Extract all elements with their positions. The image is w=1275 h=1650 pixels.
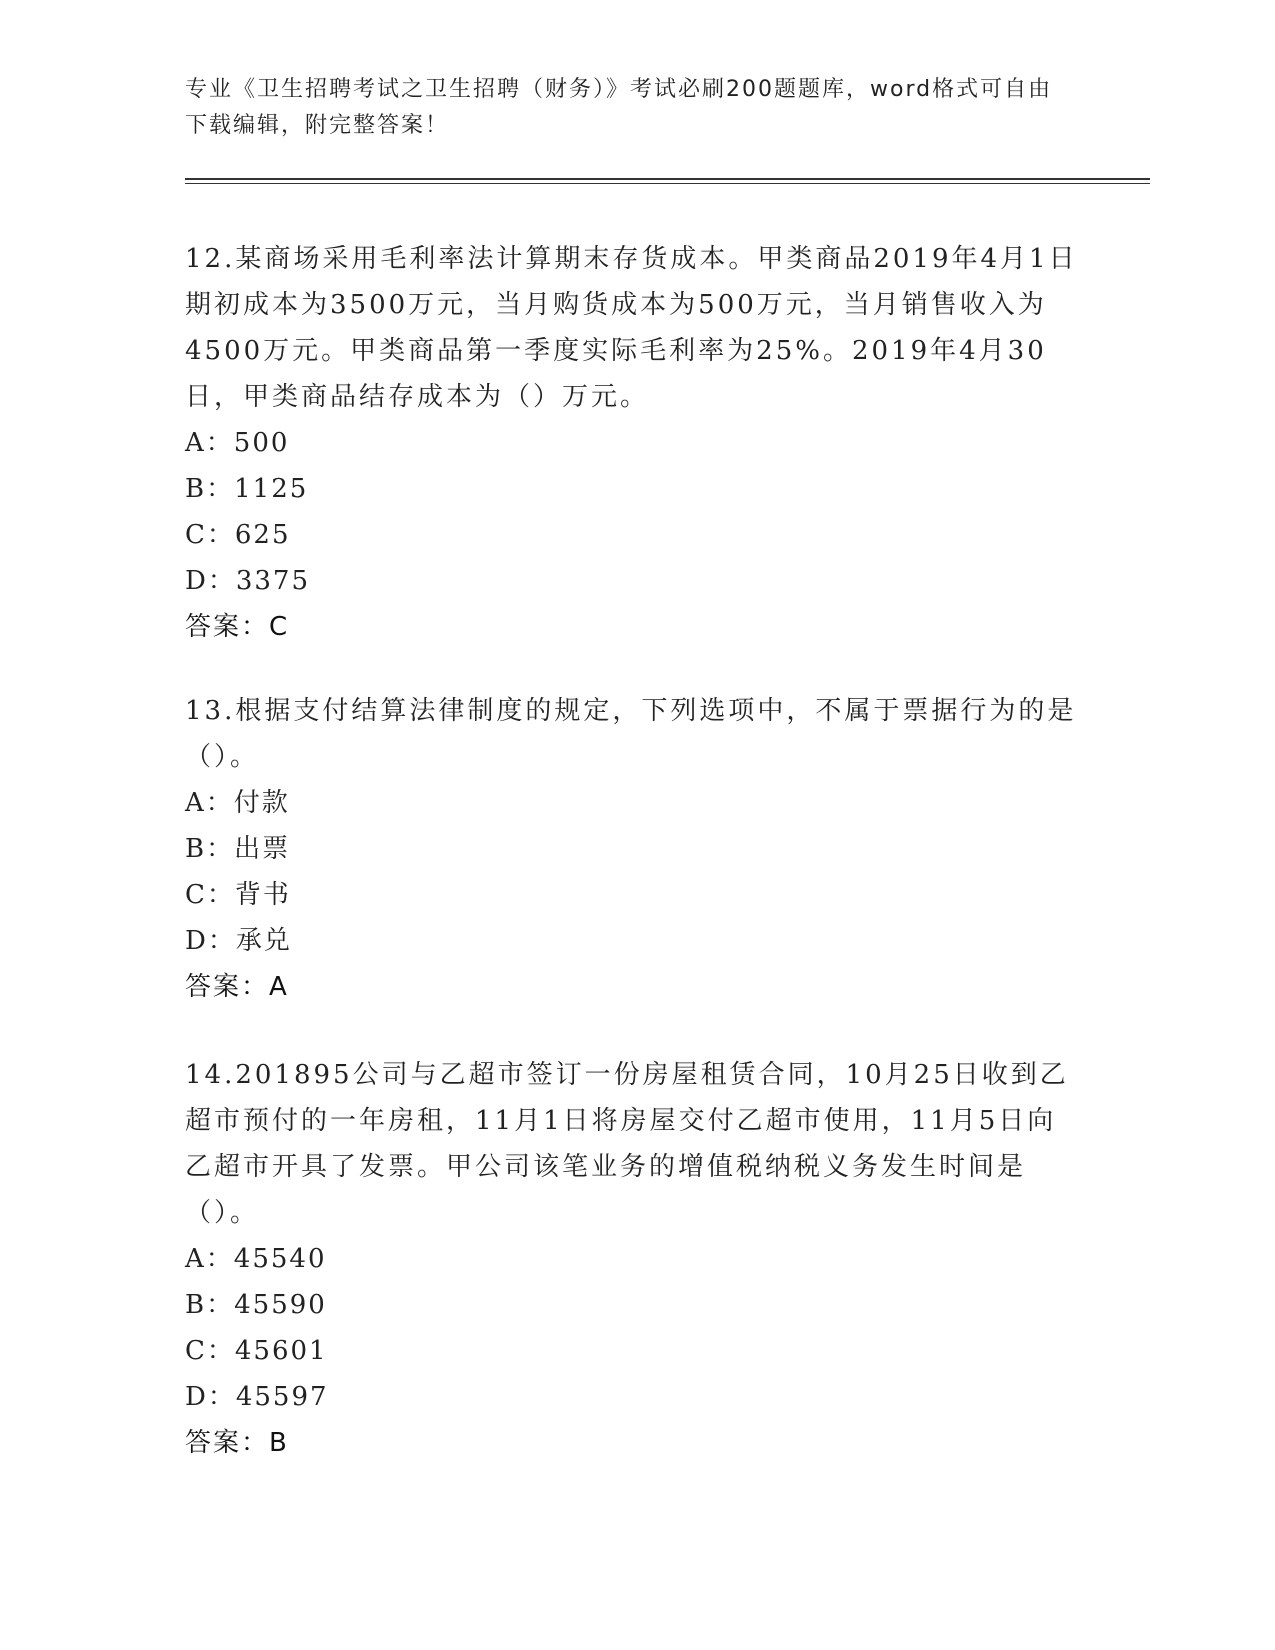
option-a: A：500 [185, 428, 290, 458]
answer-line: 答案：A [185, 972, 289, 1002]
option-a: A：45540 [185, 1244, 327, 1274]
question-13 [185, 688, 1085, 1010]
answer-line: 答案：B [185, 1428, 289, 1458]
option-b: B：出票 [185, 834, 291, 864]
question-14 [185, 1052, 1085, 1466]
option-b: B：45590 [185, 1290, 327, 1320]
option-d: D：承兑 [185, 926, 292, 956]
question-stem: 12.某商场采用毛利率法计算期末存货成本。甲类商品2019年4月1日期初成本为3500万元，当月购货成本为500万元，当月销售收入为4500万元。甲类商品第一季度实际毛利率为25%。2019年4月30日，甲类商品结存成本为（）万元。 [185, 244, 1078, 412]
question-stem: 13.根据支付结算法律制度的规定，下列选项中，不属于票据行为的是（）。 [185, 696, 1077, 772]
answer-line: 答案：C [185, 612, 290, 642]
question-stem: 14.201895公司与乙超市签订一份房屋租赁合同，10月25日收到乙超市预付的一年房租，11月1日将房屋交付乙超市使用，11月5日向乙超市开具了发票。甲公司该笔业务的增值税纳税义务发生时间是（）。 [185, 1060, 1069, 1228]
header-divider-bottom [185, 183, 1150, 184]
question-12 [185, 236, 1085, 650]
option-a: A：付款 [185, 788, 290, 818]
option-d: D：45597 [185, 1382, 329, 1412]
option-b: B：1125 [185, 474, 309, 504]
header-divider-top [185, 178, 1150, 180]
option-c: C：45601 [185, 1336, 328, 1366]
option-c: C：背书 [185, 880, 291, 910]
option-c: C：625 [185, 520, 291, 550]
option-d: D：3375 [185, 566, 311, 596]
header-text: 专业《卫生招聘考试之卫生招聘（财务）》考试必刷200题题库，word格式可自由下载编辑，附完整答案！ [185, 77, 1053, 138]
